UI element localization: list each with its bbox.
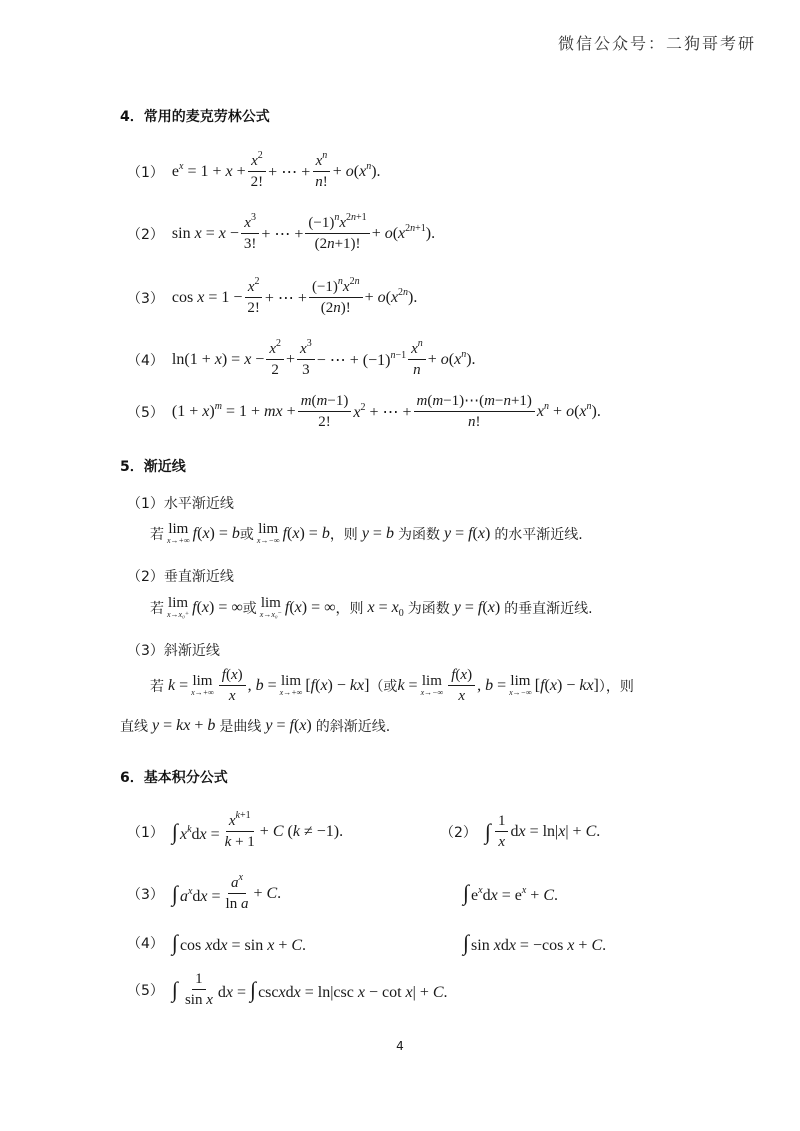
item-number: （2） — [440, 824, 477, 841]
text-is-curve: 是曲线 — [219, 719, 262, 735]
vertical-asymptote-definition: 若 lim x→x₀⁺ f(x) = ∞ 或 lim x→x₀⁻ f(x) = ∞ ，则 $x = x_0$ 为函数 y = f(x) 的垂直渐近线. — [150, 595, 593, 619]
section-4-heading: 4．常用的麦克劳林公式 — [120, 109, 270, 125]
text-line: 直线 — [120, 719, 148, 735]
text-oblique-end: 的斜渐近线. — [315, 719, 391, 735]
integral-reciprocal-formula: （2） ∫ $\frac{1}{x}$ dx = ln|x| + C. — [440, 813, 601, 850]
horizontal-asymptote-label: （1）水平渐近线 — [127, 496, 234, 512]
item-number: （3） — [127, 290, 164, 307]
item-number: （2） — [127, 226, 164, 243]
integral-sin-formula: ∫ sin xdx = −cos x + C. — [463, 930, 607, 955]
maclaurin-exp-formula: （1） $e^x = 1 + x$ + $\frac{x^2}{2!}$ + ⋯ + $\frac{x^n}{n!}$ + $o(x^n)$. — [127, 150, 381, 190]
text-for-function: 为函数 — [397, 526, 440, 543]
text-or-paren: （或 — [369, 678, 398, 695]
integral-ex-formula: ∫ $e^xdx = e^x + C$. — [463, 880, 558, 905]
text-horizontal-end: 的水平渐近线. — [494, 526, 583, 543]
maclaurin-binomial-formula: （5） $(1 + x)^m = 1$ + mx + $\frac{m(m-1)}{2!}$ $x^2$ + ⋯ + $\frac{m(m-1)\cdots(m-n+1)}{n!}$ $x^n + o(x^n)$. — [127, 393, 601, 430]
header-title: 微信公众号：二狗哥考研 — [557, 34, 756, 53]
item-number: （3） — [127, 886, 164, 903]
maclaurin-cos-formula: （3） cos x = 1 − $\frac{x^2}{2!}$ + ⋯ + $\frac{(-1)^nx^{2n}}{(2n)!}$ + $o(x^{2n})$. — [127, 276, 418, 316]
maclaurin-ln-formula: （4） ln(1 + x) = x − $\frac{x^2}{2}$ + $\frac{x^3}{3}$ − ⋯ + $(-1)^{n-1}$ $\frac{x^n}{n}$ + $o(x^n)$. — [127, 338, 476, 378]
text-then: ，则 — [335, 600, 364, 617]
horizontal-asymptote-definition: 若 lim x→+∞ f(x) = b 或 lim x→−∞ f(x) = b ，则 y = b 为函数 y = f(x) 的水平渐近线. — [150, 521, 583, 545]
section-6-heading: 6．基本积分公式 — [120, 770, 228, 786]
item-number: （4） — [127, 352, 164, 369]
text-then: ，则 — [329, 526, 358, 543]
oblique-asymptote-conclusion: 直线 y = kx + b 是曲线 y = f(x) 的斜渐近线. — [120, 717, 391, 735]
integral-cos-formula: （4） ∫ cos xdx = sin x + C. — [127, 930, 307, 955]
integral-power-formula: （1） ∫ $x^kdx$ = $\frac{x^{k+1}}{k + 1}$ + C (k ≠ −1). — [127, 810, 344, 850]
integral-exponential-formula: （3） ∫ $a^xdx$ = $\frac{a^x}{\text{ln a}}$ + C. — [127, 872, 282, 912]
item-number: （5） — [127, 982, 164, 999]
maclaurin-sin-formula: （2） sin x = x − $\frac{x^3}{3!}$ + ⋯ + $\frac{(-1)^nx^{2n+1}}{(2n+1)!}$ + $o(x^{2n+1})$. — [127, 212, 436, 252]
integral-csc-formula: （5） ∫ $\frac{1}{\text{sin x}}$ dx = ∫ cscxdx = ln|csc x − cot x| + C. — [127, 971, 448, 1008]
item-number: （1） — [127, 824, 164, 841]
vertical-asymptote-label: （2）垂直渐近线 — [127, 569, 234, 585]
text-vertical-end: 的垂直渐近线. — [504, 600, 593, 617]
text-for-function: 为函数 — [407, 600, 450, 617]
section-5-heading: 5．渐近线 — [120, 459, 186, 475]
oblique-asymptote-label: （3）斜渐近线 — [127, 643, 220, 659]
page-number: 4 — [396, 1039, 404, 1053]
item-number: （5） — [127, 404, 164, 421]
item-number: （1） — [127, 164, 164, 181]
oblique-asymptote-definition: 若 k = lim x→+∞ $\frac{f(x)}{x}$ , b = lim x→+∞ [f(x) − kx] （或 k = lim x→−∞ $\frac{f(x)}{x}$ , b = lim x→−∞ [f(x) − kx] ），则 — [150, 667, 634, 704]
text-then: ），则 — [598, 678, 634, 695]
text-or: 或 — [239, 526, 254, 543]
text-or: 或 — [242, 600, 257, 617]
item-number: （4） — [127, 936, 164, 952]
